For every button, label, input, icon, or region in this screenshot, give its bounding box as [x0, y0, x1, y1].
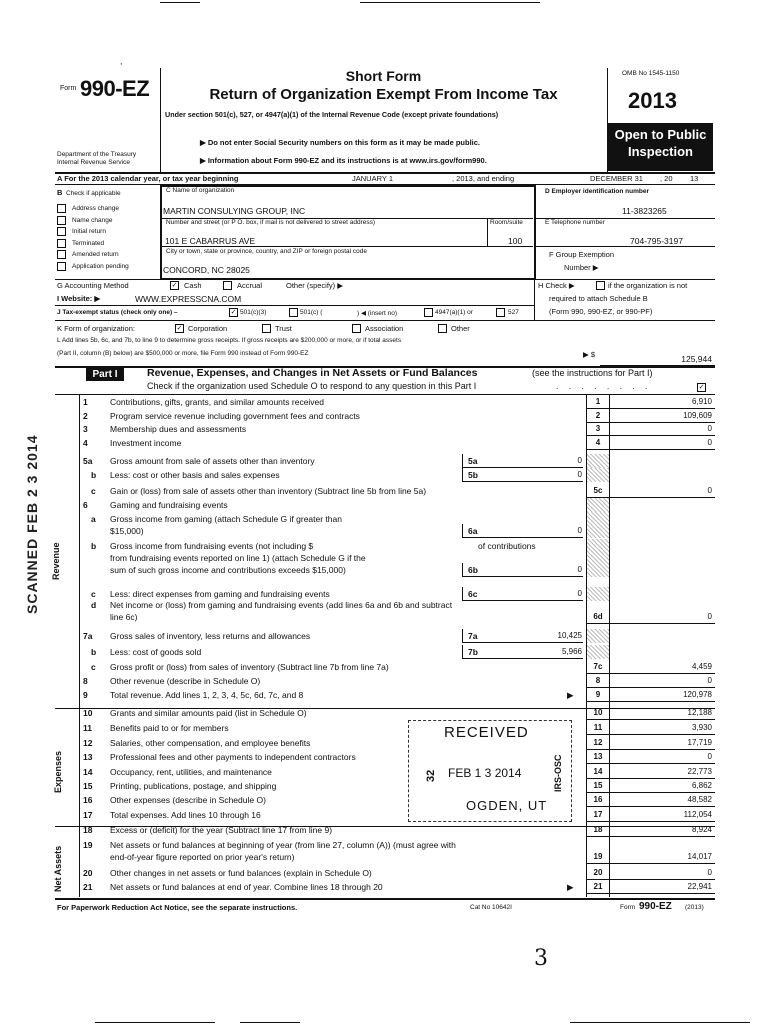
section-b-header: Check if applicable — [66, 190, 121, 197]
gross-receipts-amount: 125,944 — [681, 354, 712, 364]
line-number: 17 — [83, 810, 93, 820]
line-number: b — [91, 470, 97, 480]
line-number: d — [91, 600, 97, 610]
total-arrow: ▶ — [567, 882, 574, 892]
other-method-label: Other (specify) ▶ — [286, 281, 344, 290]
501c-checkbox[interactable] — [289, 308, 298, 317]
part-i-title-note: (see the instructions for Part I) — [532, 368, 653, 378]
line-description: Gross income from fundraising events (not including $ — [110, 541, 314, 551]
501c3-checkbox[interactable]: ✓ — [230, 309, 237, 316]
amount-rule — [586, 623, 715, 624]
amount-rule — [586, 792, 715, 793]
line-number: 14 — [83, 767, 93, 777]
group-exemption-label-2: Number ▶ — [564, 263, 599, 272]
line-description-cont: line 6c) — [110, 612, 138, 622]
section-b-checkbox[interactable] — [57, 250, 66, 259]
section-b-checkbox[interactable] — [57, 204, 66, 213]
line-description: Investment income — [110, 438, 182, 448]
line-description: Gross sales of inventory, less returns and allowances — [110, 631, 311, 641]
line-h-text-3: (Form 990, 990-EZ, or 990-PF) — [549, 307, 653, 316]
line-amount: 112,054 — [683, 810, 712, 819]
line-description: Other revenue (describe in Schedule O) — [110, 676, 261, 686]
line-amount: 0 — [707, 612, 712, 621]
amount-rule — [586, 673, 715, 674]
sub-box-amount: 0 — [577, 565, 582, 574]
line-box-number: 5c — [593, 486, 603, 495]
line-number: 10 — [83, 708, 93, 718]
footer-paperwork: For Paperwork Reduction Act Notice, see the separate instructions. — [57, 903, 298, 912]
dept-line-2: Internal Revenue Service — [57, 159, 130, 166]
dot-leader: . . . . . . . . — [556, 381, 652, 391]
line-description: Program service revenue including government fees and contracts — [110, 411, 360, 421]
line-number: 16 — [83, 795, 93, 805]
amount-rule — [586, 701, 715, 702]
amount-rule — [586, 836, 715, 837]
sub-box-amount: 10,425 — [557, 631, 582, 640]
bottom-rule — [570, 1022, 750, 1023]
line-box-number: 21 — [593, 882, 603, 891]
line-description: Grants and similar amounts paid (list in Schedule O) — [110, 708, 307, 718]
line-number: 18 — [83, 825, 93, 835]
line-number: 3 — [83, 424, 88, 434]
section-b-letter: B — [57, 188, 63, 197]
line-number: b — [91, 647, 97, 657]
line-a-mid: , 2013, and ending — [452, 174, 515, 183]
accrual-checkbox[interactable] — [223, 281, 232, 290]
ein-value: 11-3823265 — [622, 206, 667, 216]
amount-rule — [586, 821, 715, 822]
line-description: Gross profit or (loss) from sales of inventory (Subtract line 7b from line 7a) — [110, 662, 389, 672]
rule — [55, 898, 715, 900]
total-arrow: ▶ — [567, 690, 574, 700]
501c3-label: 501(c)(3) — [240, 309, 267, 316]
section-b-item-label: Amended return — [72, 251, 119, 259]
footer-year: (2013) — [685, 904, 704, 911]
line-a-end-year: 13 — [690, 174, 699, 183]
shaded-box — [587, 645, 609, 659]
527-checkbox[interactable] — [496, 308, 505, 317]
line-box-number: 9 — [595, 690, 601, 699]
line-description: Printing, publications, postage, and shipping — [110, 781, 277, 791]
line-a-begin: JANUARY 1 — [352, 174, 393, 183]
website-value: WWW.EXPRESSCNA.COM — [135, 294, 242, 304]
line-description-cont: sum of such gross income and contributions exceeds $15,000) — [110, 565, 346, 575]
line-description: Professional fees and other payments to independent contractors — [110, 752, 356, 762]
line-description: Net assets or fund balances at end of year. Combine lines 18 through 20 — [110, 882, 383, 892]
section-rule — [79, 395, 80, 897]
line-box-number: 8 — [595, 676, 601, 685]
line-number: 20 — [83, 868, 93, 878]
footer-form-prefix: Form — [620, 904, 636, 911]
line-number: c — [91, 589, 96, 599]
line-box-number: 15 — [593, 781, 603, 790]
line-amount: 0 — [707, 438, 712, 447]
line-number: 6 — [83, 500, 88, 510]
line-description-cont: $15,000) — [110, 526, 144, 536]
line-description: Occupancy, rent, utilities, and maintenance — [110, 767, 272, 777]
line-description: Gain or (loss) from sale of assets other than inventory (Subtract line 5b from line 5a) — [110, 486, 427, 496]
4947-checkbox[interactable] — [424, 308, 433, 317]
line-number: 5a — [83, 456, 93, 466]
line-amount: 8,924 — [691, 825, 712, 834]
line-box-number: 20 — [593, 868, 603, 877]
schedule-o-checkbox[interactable]: ✓ — [698, 384, 705, 391]
line-g-label: G Accounting Method — [57, 281, 129, 290]
amount-rule — [586, 719, 715, 720]
sub-box-amount: 5,966 — [561, 647, 582, 656]
line-box-number: 7c — [593, 662, 603, 671]
room-label: Room/suite — [490, 219, 523, 226]
amount-rule — [586, 879, 715, 880]
line-amount: 0 — [707, 752, 712, 761]
phone-label: E Telephone number — [545, 219, 605, 226]
line-amount: 22,941 — [687, 882, 712, 891]
top-rule — [360, 2, 540, 3]
rule — [55, 394, 715, 395]
527-label: 527 — [508, 309, 519, 316]
schedule-b-checkbox[interactable] — [596, 281, 605, 290]
line-number: 12 — [83, 738, 93, 748]
corporation-checkbox[interactable]: ✓ — [176, 325, 183, 332]
sub-box-label: 5a — [468, 456, 478, 466]
rule — [487, 218, 488, 246]
line-number: c — [91, 486, 96, 496]
line-h-text: if the organization is not — [608, 281, 688, 290]
inspection-label: Inspection — [627, 144, 693, 159]
section-b-checkbox[interactable] — [57, 227, 66, 236]
amount-rule — [586, 749, 715, 750]
trust-checkbox[interactable] — [262, 324, 271, 333]
section-b-item-label: Initial return — [72, 228, 106, 236]
line-number: 1 — [83, 397, 88, 407]
insert-no-label: ) ◀ (insert no) — [357, 310, 398, 317]
line-l-text-2: (Part II, column (B) below) are $500,000 or more, file Form 990 instead of Form 990-EZ — [57, 350, 309, 357]
association-label: Association — [365, 324, 404, 333]
footer-form-number: 990-EZ — [639, 901, 672, 912]
line-description: Contributions, gifts, grants, and similar amounts received — [110, 397, 325, 407]
amount-rule — [586, 449, 715, 450]
line-box-number: 10 — [593, 708, 603, 717]
line-amount: 6,910 — [691, 397, 712, 406]
line-amount: 17,719 — [687, 738, 712, 747]
sub-box-label: 5b — [468, 470, 478, 480]
rule — [536, 246, 715, 247]
form-title: Return of Organization Exempt From Income Tax — [209, 86, 558, 103]
line-description: Salaries, other compensation, and employee benefits — [110, 738, 311, 748]
line-box-number: 4 — [595, 438, 601, 447]
sub-box-label: 6a — [468, 526, 478, 536]
scanned-stamp: SCANNED FEB 2 3 2014 — [24, 434, 40, 614]
line-amount: 48,582 — [687, 795, 712, 804]
line-description: Membership dues and assessments — [110, 424, 247, 434]
section-b-checkbox[interactable] — [57, 216, 66, 225]
amount-rule — [586, 435, 715, 436]
amount-rule — [586, 778, 715, 779]
line-description: Total expenses. Add lines 10 through 16 — [110, 810, 261, 820]
city-label: City or town, state or province, country, and ZIP or foreign postal code — [166, 248, 367, 255]
ein-label: D Employer identification number — [545, 188, 650, 195]
line-amount: 0 — [707, 676, 712, 685]
sub-box-label: 6b — [468, 565, 478, 575]
line-number: 11 — [83, 723, 92, 733]
sub-box-amount: 0 — [577, 456, 582, 465]
top-rule — [160, 2, 200, 3]
part-i-check-line: Check if the organization used Schedule O to respond to any question in this Part I — [147, 381, 477, 391]
line-description: Less: cost or other basis and sales expenses — [110, 470, 280, 480]
rule — [534, 280, 535, 320]
amount-rule — [586, 893, 715, 894]
omb-number: OMB No 1545-1150 — [622, 70, 680, 77]
line-description: Gross amount from sale of assets other than inventory — [110, 456, 315, 466]
line-amount: 0 — [707, 868, 712, 877]
handwritten-mark: 3 — [534, 946, 548, 971]
stamp-received: RECEIVED — [444, 724, 529, 741]
stamp-right-code: IRS-OSC — [553, 754, 563, 792]
line-box-number: 12 — [593, 738, 603, 747]
cash-checkbox[interactable]: ✓ — [171, 282, 178, 289]
part-i-tag-label: Part I — [92, 369, 118, 380]
line-a-end: DECEMBER 31 — [590, 174, 643, 183]
line-amount: 22,773 — [687, 767, 712, 776]
stamp-left-code: 32 — [425, 769, 437, 782]
city-value: CONCORD, NC 28025 — [163, 265, 250, 275]
amount-rule — [586, 863, 715, 864]
shaded-box — [587, 512, 609, 538]
amount-rule — [586, 687, 715, 688]
line-number: c — [91, 662, 96, 672]
line-description: Benefits paid to or for members — [110, 723, 229, 733]
amount-rule — [586, 763, 715, 764]
line-number: 4 — [83, 438, 88, 448]
line-amount: 6,862 — [691, 781, 712, 790]
line-amount: 109,609 — [683, 411, 712, 420]
line-number: 9 — [83, 690, 88, 700]
line-box-number: 3 — [595, 424, 601, 433]
open-to-public-label: Open to Public — [614, 127, 707, 142]
line-box-number: 1 — [595, 397, 601, 406]
line-description-tail: of contributions — [478, 541, 536, 551]
line-j-label: J Tax-exempt status (check only one) – — [57, 309, 178, 316]
line-description: Net assets or fund balances at beginning of year (from line 27, column (A)) (must agree with — [110, 840, 456, 850]
section-b-item-label: Name change — [72, 216, 113, 224]
line-number: 2 — [83, 411, 88, 421]
amount-rule — [586, 734, 715, 735]
line-box-number: 11 — [593, 723, 603, 732]
instruction-ssn: ▶ Do not enter Social Security numbers on this form as it may be made public. — [200, 138, 480, 147]
rule — [55, 320, 715, 321]
top-mark: , — [120, 56, 123, 66]
stamp-date: FEB 1 3 2014 — [448, 766, 522, 780]
line-description-cont: from fundraising events reported on line 1) (attach Schedule G if the — [110, 553, 366, 563]
shaded-box — [587, 468, 609, 482]
line-box-number: 2 — [595, 411, 601, 420]
line-number: 15 — [83, 781, 93, 791]
section-b-item-label: Terminated — [72, 239, 105, 247]
open-to-public-box — [608, 123, 713, 171]
form-number: 990-EZ — [80, 76, 150, 101]
line-box-number: 13 — [593, 752, 603, 761]
rule — [161, 246, 533, 247]
line-description: Other changes in net assets or fund balances (explain in Schedule O) — [110, 868, 372, 878]
other-org-label: Other — [451, 324, 470, 333]
4947-label: 4947(a)(1) or — [435, 309, 473, 316]
line-amount: 4,459 — [691, 662, 712, 671]
line-number: 21 — [83, 882, 93, 892]
amount-rule — [586, 422, 715, 423]
shaded-box — [587, 539, 609, 577]
line-amount: 120,978 — [683, 690, 712, 699]
sub-box-label: 6c — [468, 589, 478, 599]
cash-label: Cash — [184, 281, 202, 290]
amount-rule — [586, 408, 715, 409]
section-b-checkbox[interactable] — [57, 262, 66, 271]
line-box-number: 18 — [593, 825, 603, 834]
part-i-tag — [86, 368, 124, 381]
line-number: a — [91, 514, 96, 524]
other-org-checkbox[interactable] — [438, 324, 447, 333]
line-description: Net income or (loss) from gaming and fundraising events (add lines 6a and 6b and subtract — [110, 600, 453, 610]
footer-cat-no: Cat No 10642I — [470, 904, 512, 911]
association-checkbox[interactable] — [352, 324, 361, 333]
shaded-box — [587, 629, 609, 643]
line-number: b — [91, 541, 97, 551]
room-value: 100 — [508, 236, 523, 246]
line-number: 7a — [83, 631, 93, 641]
part-i-title: Revenue, Expenses, and Changes in Net Assets or Fund Balances — [147, 367, 478, 379]
sub-box-label: 7a — [468, 631, 478, 641]
revenue-side-label: Revenue — [51, 542, 61, 580]
line-number: 8 — [83, 676, 88, 686]
shaded-box — [587, 454, 609, 468]
sub-box-label: 7b — [468, 647, 478, 657]
rule — [55, 279, 715, 280]
street-label: Number and street (or P O. box, if mail is not delivered to street address) — [166, 219, 376, 226]
phone-value: 704-795-3197 — [630, 236, 683, 246]
line-box-number: 14 — [593, 767, 603, 776]
line-number: 19 — [83, 840, 93, 850]
dept-line-1: Department of the Treasury — [57, 151, 137, 158]
line-description: Other expenses (describe in Schedule O) — [110, 795, 266, 805]
501c-label: 501(c) ( — [300, 309, 323, 316]
line-box-number: 17 — [593, 810, 603, 819]
line-description: Less: direct expenses from gaming and fundraising events — [110, 589, 330, 599]
expenses-side-label: Expenses — [53, 750, 63, 793]
form-prefix: Form — [60, 85, 77, 92]
line-i-label: I Website: ▶ — [57, 294, 101, 303]
org-name-value: MARTIN CONSULYING GROUP, INC — [163, 206, 306, 216]
line-description: Total revenue. Add lines 1, 2, 3, 4, 5c, 6d, 7c, and 8 — [110, 690, 304, 700]
line-number: 13 — [83, 752, 93, 762]
line-box-number: 6d — [593, 612, 603, 621]
instruction-website: ▶ Information about Form 990-EZ and its instructions is at www.irs.gov/form990. — [200, 156, 487, 165]
line-l-text: L Add lines 5b, 6c, and 7b, to line 9 to determine gross receipts. If gross receipts are $200,000 or more, or if total assets — [57, 337, 402, 344]
line-amount: 0 — [707, 424, 712, 433]
line-l-arrow: ▶ $ — [583, 350, 596, 359]
line-amount: 14,017 — [687, 852, 712, 861]
form-subtitle: Under section 501(c), 527, or 4947(a)(1) of the Internal Revenue Code (except private foundations) — [165, 110, 499, 119]
line-h-label: H Check ▶ — [538, 281, 575, 290]
corporation-label: Corporation — [188, 324, 228, 333]
line-description: Less: cost of goods sold — [110, 647, 202, 657]
line-a-label: A For the 2013 calendar year, or tax year beginning — [57, 174, 239, 183]
line-amount: 3,930 — [691, 723, 712, 732]
street-value: 101 E CABARRUS AVE — [165, 236, 256, 246]
shaded-box — [587, 587, 609, 601]
line-description: Gross income from gaming (attach Schedule G if greater than — [110, 514, 342, 524]
rule — [55, 305, 535, 306]
line-description-cont: end-of-year figure reported on prior year's return) — [110, 852, 295, 862]
line-amount: 12,188 — [687, 708, 712, 717]
stamp-city: OGDEN, UT — [466, 798, 548, 813]
line-box-number: 16 — [593, 795, 603, 804]
net-assets-side-label: Net Assets — [53, 845, 63, 892]
sub-box-amount: 0 — [577, 589, 582, 598]
accrual-label: Accrual — [237, 281, 263, 290]
line-description: Excess or (deficit) for the year (Subtract line 17 from line 9) — [110, 825, 333, 835]
line-k-label: K Form of organization: — [57, 324, 135, 333]
group-exemption-label: F Group Exemption — [549, 250, 615, 259]
trust-label: Trust — [275, 324, 292, 333]
tax-year: 2013 — [628, 88, 677, 113]
bottom-rule — [95, 1022, 215, 1023]
org-name-label: C Name of organization — [166, 187, 235, 194]
section-b-checkbox[interactable] — [57, 239, 66, 248]
sub-box-amount: 0 — [577, 470, 582, 479]
line-box-number: 19 — [593, 852, 603, 861]
section-b-item-label: Address change — [72, 205, 119, 212]
amount-rule — [586, 806, 715, 807]
section-b-item-label: Application pending — [72, 263, 129, 270]
short-form-label: Short Form — [345, 68, 422, 84]
line-description: Gaming and fundraising events — [110, 500, 228, 510]
line-amount: 0 — [707, 486, 712, 495]
bottom-rule — [240, 1022, 300, 1023]
line-h-text-2: required to attach Schedule B — [549, 294, 648, 303]
line-a-end-year-prefix: , 20 — [660, 174, 673, 183]
sub-box-amount: 0 — [577, 526, 582, 535]
shaded-box — [587, 498, 609, 512]
